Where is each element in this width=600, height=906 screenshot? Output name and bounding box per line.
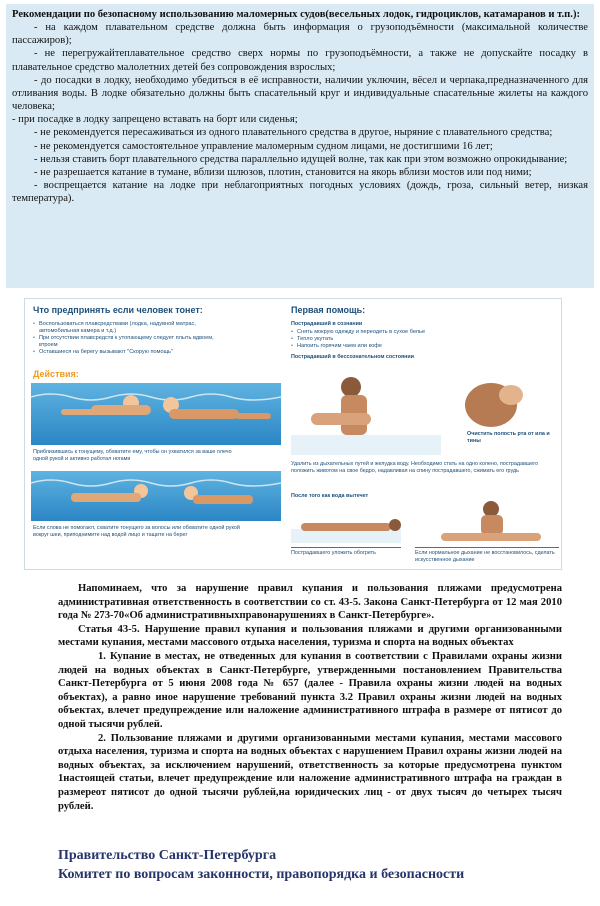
bullet-item: • Оставшиеся на берегу вызывают "Скорую помощь" (33, 349, 233, 356)
unconscious-title: Пострадавший в бессознательном состоянии (291, 354, 414, 360)
caption-clear-mouth: Очистить полость рта от ила и тины (467, 431, 550, 444)
recommendation-item: - не разрешается катание в тумане, вблизи шлюзов, плотин, становится на якорь вблизи мостов или под ними; (34, 166, 532, 178)
law-point-2: 2. Пользование пляжами и другими организованными местами купания, местами массового отдыха населения, туризма и спорта на водных объектах с нарушением Правил охраны жизни людей на водных объектах, за исключением нарушений, ответственность за которые предусмотрена пунктом 1настоящей статьи, влечет предупреждение или наложение административного штрафа на граждан в размереот пятисот до одной тысячи рублей,на юридических лиц - от двух тысяч до четырех тысяч рублей. (58, 732, 562, 812)
swimmers-icon (31, 383, 281, 445)
recommendation-item: - при посадке в лодку запрещено вставать на борт или сиденья; (12, 114, 298, 126)
actions-label: Действия: (33, 369, 79, 379)
footer-committee: Комитет по вопросам законности, правопорядка и безопасности (58, 867, 465, 882)
recovery-illustration-icon (291, 501, 559, 545)
after-water-title: После того как вода вытечет (291, 493, 369, 499)
recommendation-item: - нельзя ставить борт плавательного средства параллельно идущей волне, так как при этом возможно опрокидывание; (34, 153, 568, 165)
poster-left-bullets (33, 321, 233, 356)
rescue-illustration-2 (31, 471, 281, 521)
bullet-item: • Снять мокрую одежду и переодеть в сухое белье (291, 329, 551, 336)
recommendation-item: - не перегружайтеплавательное средство сверх нормы по грузоподъёмности, а также не допускайте посадку в плавательное средство малолетних детей без сопровождения взрослых; (12, 48, 588, 73)
footer (58, 846, 562, 884)
bullet-item: • Воспользоваться плавсредствами (лодка, надувной матрас, автомобильная камера и т.д.) (33, 321, 233, 335)
poster-right-title: Первая помощь: (291, 305, 366, 315)
recommendation-item: - воспрещается катание на лодке при неблагоприятных погодных условиях (дождь, гроза, сильный ветер, низкая температура). (12, 180, 588, 205)
caption-warm-up: Пострадавшего уложить обогреть (291, 550, 376, 556)
footer-government: Правительство Санкт-Петербурга (58, 848, 277, 863)
rescue-illustration-1 (31, 383, 281, 445)
caption-approach: Приблизившись к тонущему, обхватите ему, чтобы он ухватился за ваше плечо одной рукой и активно работал ногами (33, 449, 232, 462)
divider-line (291, 547, 401, 548)
law-block (58, 582, 562, 813)
law-article: Статья 43-5. Нарушение правил купания и пользования пляжами и другими организованными местами купания, местами массового отдыха населения, туризма и спорта на водных объектах (58, 623, 562, 649)
recommendation-item: - до посадки в лодку, необходимо убедиться в её исправности, наличии уключин, вёсел и черпака,предназначенного для отливания воды. В лодке обязательно должны быть спасательный круг и индивидуальные спасательные жилеты на каждого человека; (12, 74, 588, 113)
recommendation-item: - не рекомендуется самостоятельное управление маломерным судном лицами, не достигшими 16 лет; (34, 140, 493, 152)
poster-left-title: Что предпринять если человек тонет: (33, 305, 203, 315)
towing-swimmer-icon (31, 471, 281, 521)
caption-pull-to-shore: Если слова не помогают, схватите тонущего за волосы или обхватите одной рукой вокруг шеи, приподнимите над водой лицо и тащите на берег (33, 525, 240, 538)
divider-line (415, 547, 559, 548)
bullet-item: • При отсутствии плавсредств к утопающему следует плыть вдвоем, втроем (33, 335, 233, 349)
law-intro: Напоминаем, что за нарушение правил купания и пользования пляжами предусмотрена административная ответственность в соответствии со ст. 43-5. Закона Санкт-Петербурга от 12 мая 2010 года № 273-70«Об административныхправонарушениях в Санкт-Петербурге». (58, 583, 562, 622)
recommendation-item: - не рекомендуется пересаживаться из одного плавательного средства в другое, ныряние с плавательного средства; (34, 127, 553, 139)
caption-remove-water: Удалить из дыхательных путей и желудка воду. Необходимо стать на одно колено, пострадавшего положить животом на свое бедро, надавливая на спину пострадавшего, сжимать его грудь (291, 461, 539, 474)
conscious-items (291, 329, 551, 350)
law-point-1: 1. Купание в местах, не отведенных для купания в соответствии с Правилами охраны жизни людей на водных объектах в Санкт-Петербурге, утвержденными постановлением Правительства Санкт-Петербурга от 5 июня 2008 года № 657 (далее - Правила охраны жизни людей на водных объектах), а равно иное нарушение требований пункта 3.2 Правил охраны жизни людей на водных объектах, влечет предупреждение или наложение административного штрафа в размере от пятисот до одной тысячи рублей. (58, 650, 562, 730)
poster-right-column (287, 299, 562, 569)
bullet-item: • Напоить горячим чаем или кофе (291, 343, 551, 350)
recommendation-item: - на каждом плавательном средстве должна быть информация о грузоподъёмности (максимальной количестве пассажиров); (12, 22, 588, 47)
bullet-item: • Тепло укутать (291, 336, 551, 343)
recommendations-title: Рекомендации по безопасному использованию маломерных судов(весельных лодок, гидроциклов, катамаранов и т.п.): (12, 9, 580, 20)
conscious-title: Пострадавший в сознании (291, 321, 363, 327)
poster-left-column (25, 299, 287, 569)
recommendations-block (6, 4, 594, 288)
caption-cpr: Если нормальное дыхание не восстановилось, сделать искусственное дыхание (415, 550, 555, 563)
drowning-help-poster (24, 298, 562, 570)
